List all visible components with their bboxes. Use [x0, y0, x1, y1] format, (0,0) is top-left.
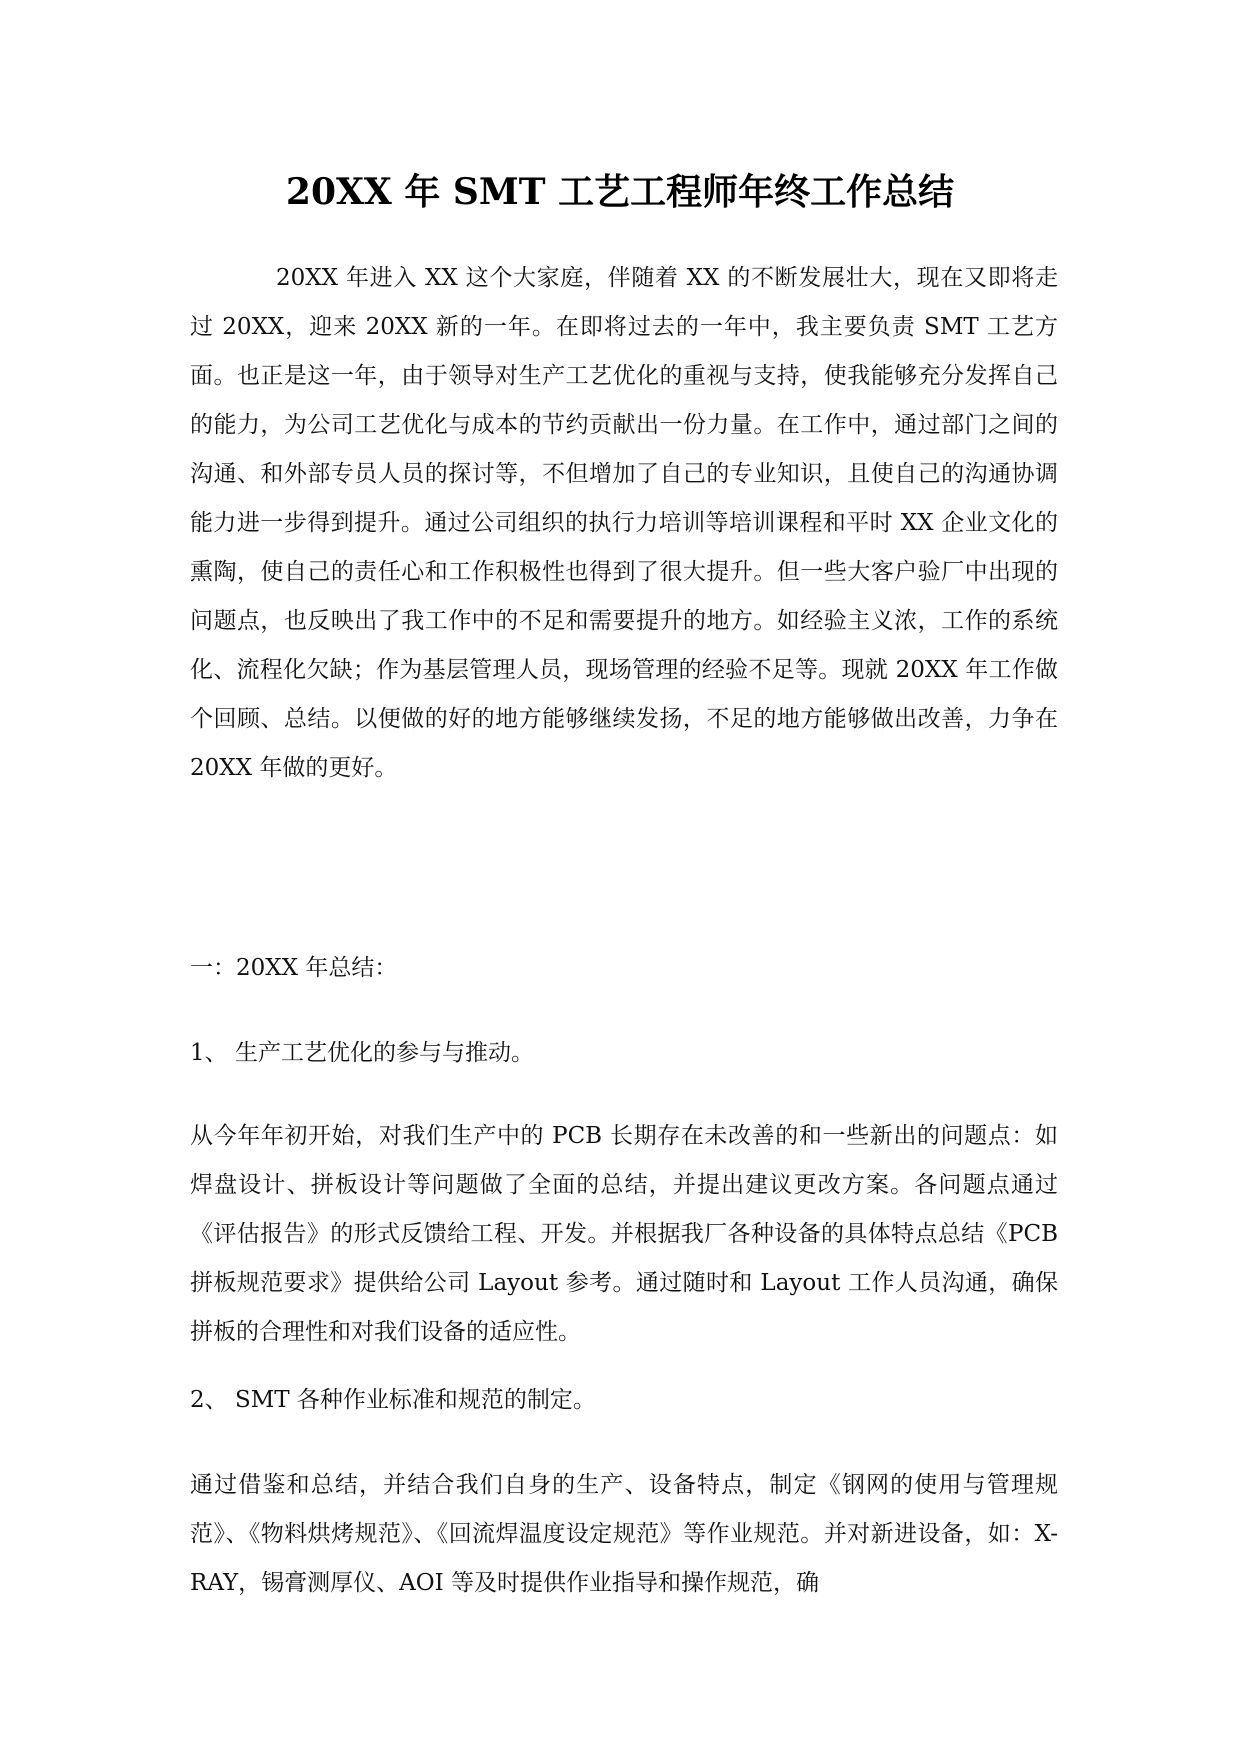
item-heading-1: 1、 生产工艺优化的参与与推动。 [190, 1040, 534, 1066]
item-paragraph-2: 通过借鉴和总结，并结合我们自身的生产、设备特点，制定《钢网的使用与管理规范》、《物料烘烤规范》、《回流焊温度设定规范》等作业规范。并对新进设备，如：X-RAY，锡膏测厚仪、AOI 等及时提供作业指导和操作规范，确 [190, 1472, 1058, 1596]
item-paragraph-1: 从今年年初开始，对我们生产中的 PCB 长期存在未改善的和一些新出的问题点：如焊盘设计、拼板设计等问题做了全面的总结，并提出建议更改方案。各问题点通过《评估报告》的形式反馈给工程、开发。并根据我厂各种设备的具体特点总结《PCB 拼板规范要求》提供给公司 Layout 参考。通过随时和 Layout 工作人员沟通，确保拼板的合理性和对我们设备的适应性。 [190, 1123, 1058, 1345]
document-title: 20XX 年 SMT 工艺工程师年终工作总结 [285, 171, 955, 213]
intro-paragraph: 20XX 年进入 XX 这个大家庭，伴随着 XX 的不断发展壮大，现在又即将走过 20XX，迎来 20XX 新的一年。在即将过去的一年中，我主要负责 SMT 工艺方面。也正是这一年，由于领导对生产工艺优化的重视与支持，使我能够充分发挥自己的能力，为公司工艺优化与成本的节约贡献出一份力量。在工作中，通过部门之间的沟通、和外部专员人员的探讨等，不但增加了自己的专业知识，且使自己的沟通协调能力进一步得到提升。通过公司组织的执行力培训等培训课程和平时 XX 企业文化的熏陶，使自己的责任心和工作积极性也得到了很大提升。但一些大客户验厂中出现的问题点，也反映出了我工作中的不足和需要提升的地方。如经验主义浓，工作的系统化、流程化欠缺；作为基层管理人员，现场管理的经验不足等。现就 20XX 年工作做个回顾、总结。以便做的好的地方能够继续发扬，不足的地方能够做出改善，力争在 20XX 年做的更好。 [190, 265, 1058, 781]
section-heading: 一：20XX 年总结： [190, 955, 398, 981]
item-heading-2: 2、 SMT 各种作业标准和规范的制定。 [190, 1387, 596, 1413]
